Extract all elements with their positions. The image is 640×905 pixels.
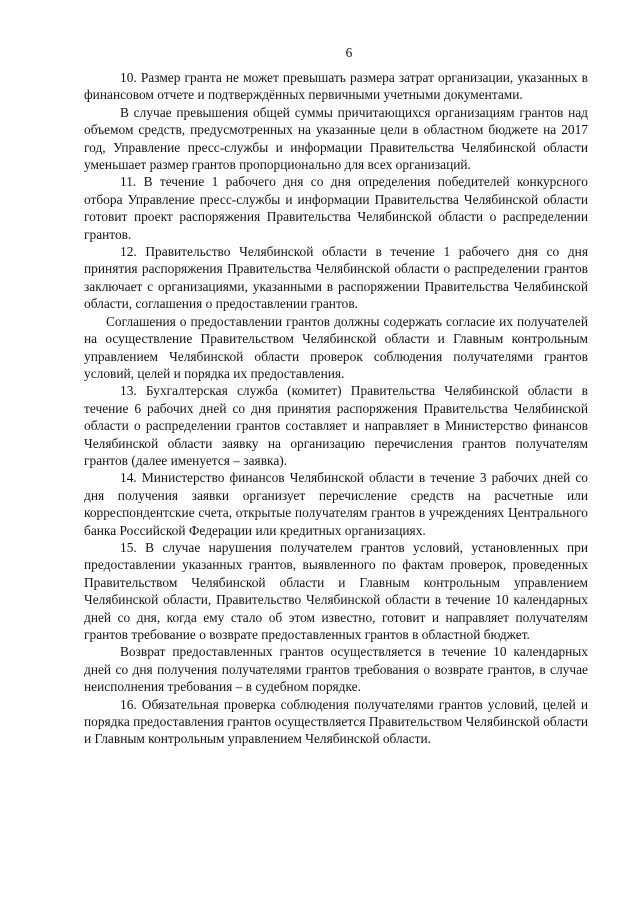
paragraph-refund: Возврат предоставленных грантов осуществляется в течение 10 календарных дней со дня получения получателями грантов требования о возврате грантов, в случае неисполнения требования – в судебном порядке. bbox=[84, 644, 588, 695]
paragraph-grant-excess: В случае превышения общей суммы причитающихся организациям грантов над объемом средств, предусмотренных на указанные цели в областном бюджете на 2017 год, Управление пресс-службы и информации Правительства Челябинской области уменьшает размер грантов пропорционально для всех организаций. bbox=[84, 104, 588, 173]
paragraph-item-15: 15. В случае нарушения получателем грантов условий, установленных при предоставлении указанных грантов, выявленного по фактам проверок, проведенных Правительством Челябинской области и Главным контрольным управлением Челябинской области, Правительство Челябинской области в течение 10 календарных дней со дня, когда ему стало об этом известно, готовит и направляет получателям грантов требование о возврате предоставленных грантов в областной бюджет. bbox=[84, 539, 588, 642]
paragraph-item-14: 14. Министерство финансов Челябинской области в течение 3 рабочих дней со дня получения заявки организует перечисление средств на расчетные или корреспондентские счета, открытые получателям грантов в учреждениях Центрального банка Российской Федерации или кредитных организациях. bbox=[84, 470, 588, 538]
paragraph-item-12: 12. Правительство Челябинской области в течение 1 рабочего дня со дня принятия распоряжения Правительства Челябинской области о распределении грантов заключает с организациями, указанными в распоряжении Правительства Челябинской области, соглашения о предоставлении грантов. bbox=[84, 244, 588, 312]
paragraph-item-10: 10. Размер гранта не может превышать размера затрат организации, указанных в финансовом отчете и подтверждённых первичными учетными документами. bbox=[84, 70, 588, 103]
page-number: 6 bbox=[345, 45, 353, 60]
paragraph-item-13: 13. Бухгалтерская служба (комитет) Правительства Челябинской области в течение 6 рабочих дней со дня принятия распоряжения Правительства Челябинской области о распределении грантов составляет и направляет в Министерство финансов Челябинской области заявку на организацию перечисления грантов получателям грантов (далее именуется – заявка). bbox=[84, 383, 588, 468]
paragraph-item-11: 11. В течение 1 рабочего дня со дня определения победителей конкурсного отбора Управление пресс-службы и информации Правительства Челябинской области готовит проект распоряжения Правительства Челябинской области о распределении грантов. bbox=[84, 174, 588, 242]
paragraph-agreements: Соглашения о предоставлении грантов должны содержать согласие их получателей на осуществление Правительством Челябинской области и Главным контрольным управлением Челябинской области проверок соблюдения получателями грантов условий, целей и порядка их предоставления. bbox=[84, 313, 588, 381]
paragraph-item-16: 16. Обязательная проверка соблюдения получателями грантов условий, целей и порядка предоставления грантов осуществляется Правительством Челябинской области и Главным контрольным управлением Челябинской области. bbox=[84, 696, 588, 747]
